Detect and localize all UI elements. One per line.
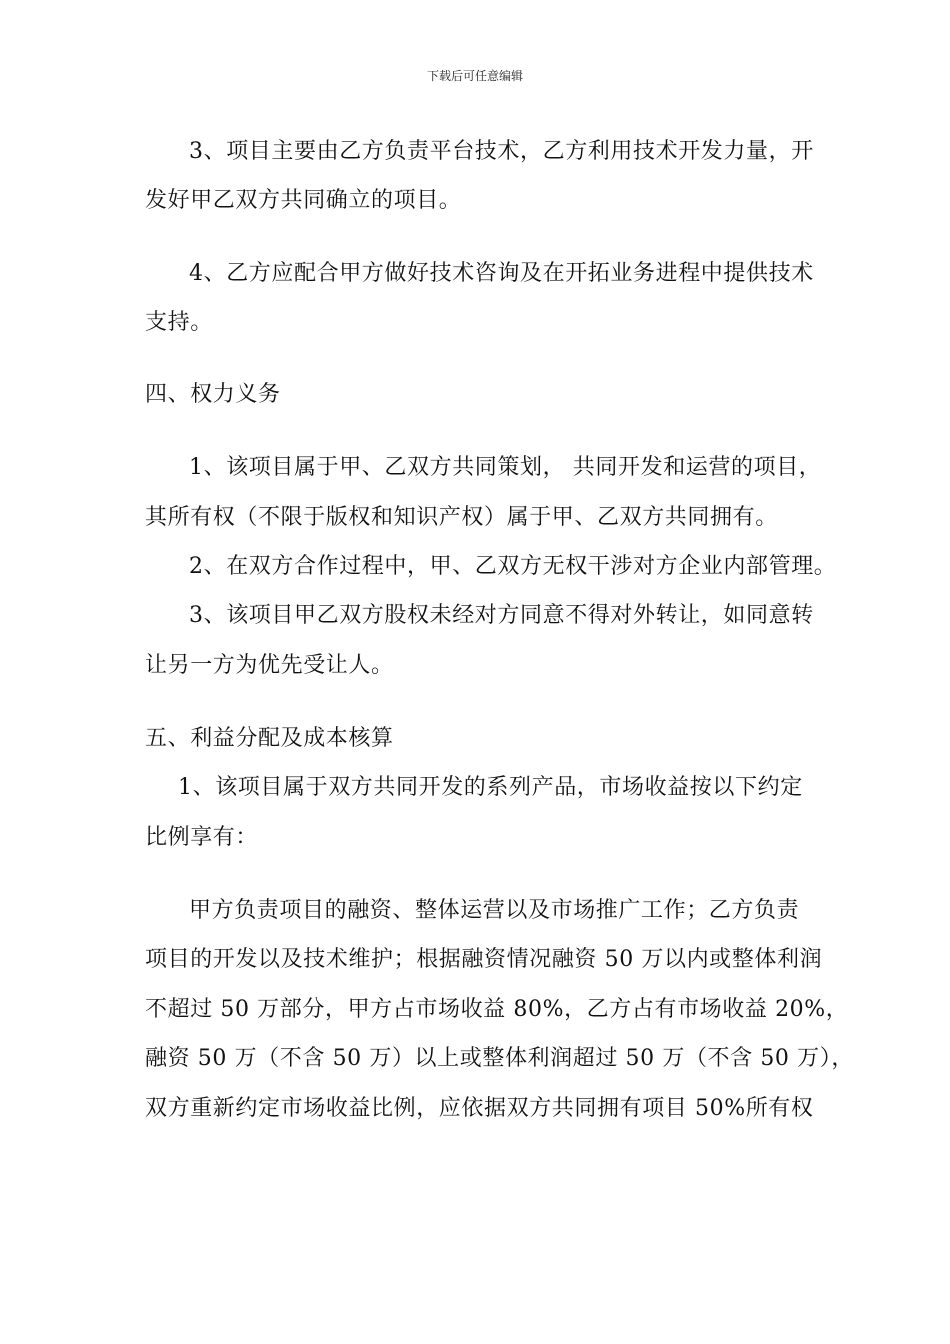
paragraph-line: 双方重新约定市场收益比例，应依据双方共同拥有项目 50%所有权 (145, 1096, 814, 1121)
paragraph-line: 1、该项目属于甲、乙双方共同策划， 共同开发和运营的项目， (189, 455, 822, 480)
paragraph-line: 甲方负责项目的融资、整体运营以及市场推广工作；乙方负责 (189, 898, 800, 923)
page-header: 下载后可任意编辑 (426, 69, 523, 83)
paragraph-line: 发好甲乙双方共同确立的项目。 (145, 188, 462, 213)
section-heading: 四、权力义务 (145, 382, 281, 407)
paragraph-line: 1、该项目属于双方共同开发的系列产品，市场收益按以下约定 (178, 775, 803, 800)
paragraph-line: 3、该项目甲乙双方股权未经对方同意不得对外转让，如同意转 (189, 603, 814, 628)
paragraph-line: 4、乙方应配合甲方做好技术咨询及在开拓业务进程中提供技术 (189, 261, 814, 286)
section-heading: 五、利益分配及成本核算 (145, 726, 394, 751)
paragraph-line: 项目的开发以及技术维护；根据融资情况融资 50 万以内或整体利润 (145, 947, 823, 972)
paragraph-line: 其所有权（不限于版权和知识产权）属于甲、乙双方共同拥有。 (145, 505, 778, 530)
paragraph-line: 支持。 (145, 310, 213, 335)
paragraph-line: 让另一方为优先受让人。 (145, 653, 394, 678)
paragraph-line: 不超过 50 万部分，甲方占市场收益 80%，乙方占有市场收益 20%， (145, 997, 849, 1022)
paragraph-line: 2、在双方合作过程中，甲、乙双方无权干涉对方企业内部管理。 (189, 554, 837, 579)
paragraph-line: 融资 50 万（不含 50 万）以上或整体利润超过 50 万（不含 50 万）， (145, 1046, 854, 1071)
paragraph-line: 比例享有： (145, 825, 259, 850)
paragraph-line: 3、项目主要由乙方负责平台技术，乙方利用技术开发力量，开 (189, 139, 814, 164)
